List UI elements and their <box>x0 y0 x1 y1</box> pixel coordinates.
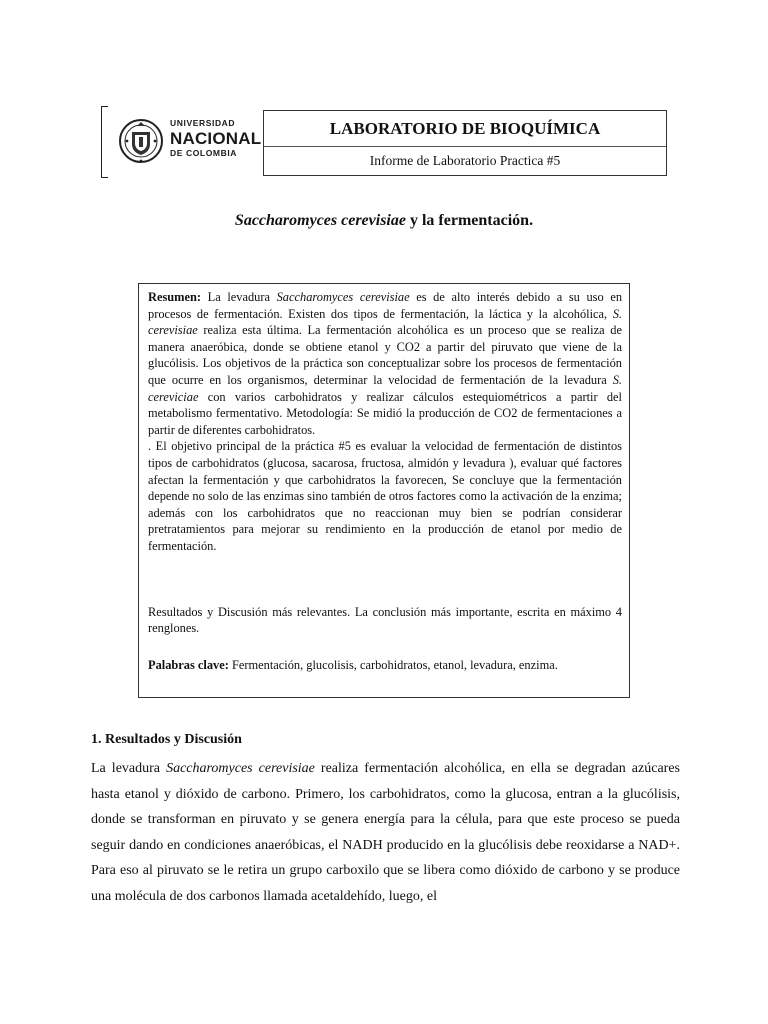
university-seal-icon <box>118 114 164 168</box>
resumen-label: Resumen: <box>148 290 201 304</box>
keywords-label: Palabras clave: <box>148 657 229 672</box>
abstract-text: con varios carbohidratos y realizar cálculos estequiométricos a partir del metabolismo fermentativo. Metodología: Se midió la producción de CO2 de fermentaciones a partir de diferentes carbohidratos. <box>148 389 622 437</box>
abstract-text: realiza esta última. La fermentación alcohólica es un proceso que se realiza de manera anaeróbica, donde se obtiene etanol y CO2 a partir del piruvato que viene de la glucólisis. Los objetivos de la práctica son conceptualizar sobre los procesos de fermentación que ocurre en los organismos, determinar la velocidad de fermentación de la levadura <box>148 323 622 387</box>
body-text: realiza fermentación alcohólica, en ella se degradan azúcares hasta etanol y dióxido de carbono. Primero, los carbohidratos, como la glucosa, entran a la glucólisis, donde se transforman en piruvato y se genera energía para la célula, para que este proceso se pueda seguir dando en condiciones anaeróbicas, el NADH producido en la glucólisis debe reoxidarse a NAD+. Para eso al piruvato se le retira un grupo carboxilo que se libera como dióxido de carbono y se produce una molécula de dos carbonos llamada acetaldehído, luego, el <box>91 761 680 904</box>
abstract-keywords <box>148 657 622 674</box>
abstract-content <box>148 289 622 673</box>
section-body <box>91 756 680 910</box>
abstract-text: La levadura <box>201 290 277 304</box>
species-name: S. cereviciae <box>148 372 622 404</box>
species-name: S. cerevisiae <box>148 306 622 338</box>
logo-line-universidad: UNIVERSIDAD <box>170 118 236 128</box>
section-heading-results: 1. Resultados y Discusión <box>91 732 242 747</box>
abstract-box <box>138 283 630 698</box>
document-title-rest: y la fermentación. <box>405 212 534 229</box>
document-title <box>0 212 768 230</box>
document-title-species: Saccharomyces cerevisiae <box>234 212 406 229</box>
report-subtitle: Informe de Laboratorio Practica #5 <box>369 153 561 168</box>
species-name: Saccharomyces cerevisiae <box>166 761 315 776</box>
keywords-list: Fermentación, glucolisis, carbohidratos, etanol, levadura, enzima. <box>228 657 558 672</box>
header-bracket <box>101 106 108 178</box>
header-title-box <box>263 110 667 176</box>
logo-line-de-colombia: DE COLOMBIA <box>170 148 238 158</box>
lab-title: LABORATORIO DE BIOQUÍMICA <box>264 111 666 147</box>
abstract-paragraph-1 <box>148 289 622 438</box>
body-paragraph <box>91 756 680 910</box>
university-logo <box>116 112 262 170</box>
logo-line-nacional: NACIONAL <box>170 129 262 148</box>
abstract-results-note: Resultados y Discusión más relevantes. La conclusión más importante, escrita en máximo 4 renglones. <box>148 604 622 636</box>
species-name: Saccharomyces cerevisiae <box>276 290 410 304</box>
abstract-text: es de alto interés debido a su uso en procesos de fermentación. Existen dos tipos de fermentación, la láctica y la alcohólica, <box>148 290 623 321</box>
abstract-paragraph-2: . El objetivo principal de la práctica #5 es evaluar la velocidad de fermentación de distintos tipos de carbohidratos (glucosa, sacarosa, fructosa, almidón y levadura ), evaluar qué factores afectan la fermentación y que carbohidratos la favorecen, Se concluye que la fermentación depende no solo de las enzimas sino también de otros factores como la activación de la enzima; además con los carbohidratos que no reaccionan muy bien se podrían considerar pretratamientos para mejorar su rendimiento en la producción de etanol por medio de fermentación. <box>148 439 622 553</box>
logo-wordmark <box>170 118 261 159</box>
body-text: La levadura <box>91 761 167 776</box>
